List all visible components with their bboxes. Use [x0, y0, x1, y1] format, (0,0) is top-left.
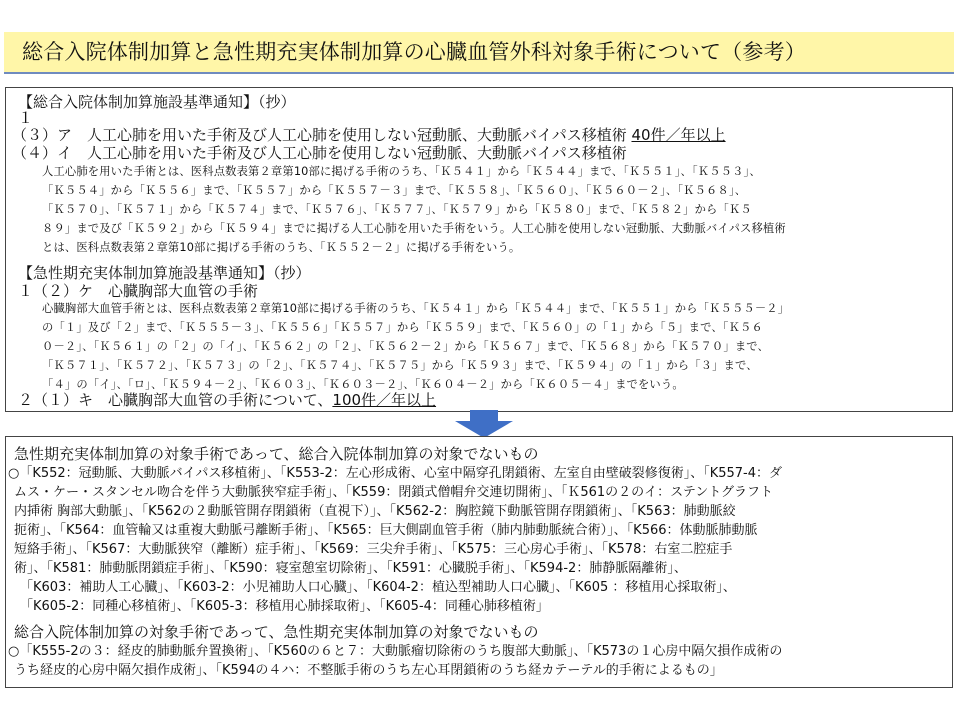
list1-line: 術」、「K581：肺動脈閉鎖症手術」、「K590：寝室憩室切除術」、「K591：心臓脱手術」、「K594-2：肺静脈隔離術」、: [14, 561, 687, 576]
sec2-desc-line: ０－２」、「Ｋ５６１」の「２」の「イ」、「Ｋ５６２」の「２」、「Ｋ５６２－２」から「Ｋ５６７」まで、「Ｋ５６８」から「Ｋ５７０」まで、: [42, 340, 769, 353]
list1-line: 内挿術 胸部大動脈」、「K562の２動脈管開存閉鎖術（直視下）」、「K562-2：胸腔鏡下動脈管開存閉鎖術」、「K563：肺動脈絞: [14, 504, 736, 519]
list1-line: 「K605-2：同種心移植術」、「K605-3：移植用心肺採取術」、「K605-4：同種心肺移植術」: [20, 599, 549, 614]
list1-line: ムス・ケー・スタンセル吻合を伴う大動脈狭窄症手術」、「K559：閉鎖式僧帽弁交連切開術」、「Ｋ561の２のイ：ステントグラフト: [14, 485, 773, 500]
sec2-item2-count: 100件／年以上: [332, 391, 437, 409]
page-title-bar: [4, 32, 954, 74]
sec1-item-a-text: （３）ア 人工心肺を用いた手術及び人工心肺を使用しない冠動脈、大動脈バイパス移植術: [12, 126, 632, 144]
sec1-item-b: （４）イ 人工心肺を用いた手術及び人工心肺を使用しない冠動脈、大動脈バイパス移植術: [12, 144, 627, 162]
sec2-desc-line: 「Ｋ５７１」、「Ｋ５７２」、「Ｋ５７３」の「２」、「Ｋ５７４」、「Ｋ５７５」から「Ｋ５９３」まで、「Ｋ５９４」の「１」から「３」まで、: [42, 359, 758, 372]
sec2-item2-text: ２（１）キ 心臓胸部大血管の手術について、: [18, 391, 333, 409]
sec1-desc-line: とは、医科点数表第２章第10部に掲げる手術のうち、「Ｋ５５２－２」に掲げる手術をいう。: [42, 241, 521, 254]
down-arrow-icon: [455, 410, 513, 438]
page-title: 総合入院体制加算と急性期充実体制加算の心臓血管外科対象手術について（参考）: [22, 40, 806, 64]
sec2-desc-line: 「４」の「イ」、「ロ」、「Ｋ５９４－２」、「Ｋ６０３」、「Ｋ６０３－２」、「Ｋ６０４－２」から「Ｋ６０５－４」までをいう。: [42, 378, 684, 391]
sec1-desc-line: ８９」まで及び「Ｋ５９２」から「Ｋ５９４」までに掲げる人工心肺を用いた手術をいう。人工心肺を使用しない冠動脈、大動脈バイパス移植術: [42, 222, 786, 235]
sec1-item-a: [12, 126, 726, 144]
list1-line: 短絡手術」、「K567：大動脈狭窄（離断）症手術」、「K569：三尖弁手術」、「K575：三心房心手術」、「K578：右室二腔症手: [14, 542, 733, 557]
comparison-box: [5, 436, 953, 688]
list2-line: うち経皮的心房中隔欠損作成術」、「K594の４ハ：不整脈手術のうち左心耳閉鎖術のうち経カテーテル的手術によるもの」: [14, 663, 723, 678]
sec2-desc-line: 心臓胸部大血管手術とは、医科点数表第２章第10部に掲げる手術のうち、「Ｋ５４１」から「Ｋ５４４」まで、「Ｋ５５１」から「Ｋ５５５－２」: [42, 302, 790, 315]
sec1-desc-line: 「Ｋ５７０」、「Ｋ５７１」から「Ｋ５７４」まで、「Ｋ５７６」、「Ｋ５７７」、「Ｋ５７９」から「Ｋ５８０」まで、「Ｋ５８２」から「Ｋ５: [42, 203, 752, 216]
list2-heading: 総合入院体制加算の対象手術であって、急性期充実体制加算の対象でないもの: [14, 623, 539, 641]
sec1-desc-line: 人工心肺を用いた手術とは、医科点数表第２章第10部に掲げる手術のうち、「Ｋ５４１」から「Ｋ５４４」まで、「Ｋ５５１」、「Ｋ５５３」、: [42, 165, 761, 178]
list2-line: ○「K555-2の３：経皮的肺動脈弁置換術」、「K560の６と７：大動脈瘤切除術のうち腹部大動脈」、「K573の１心房中隔欠損作成術の: [8, 644, 783, 659]
sec2-item1: １（２）ケ 心臓胸部大血管の手術: [18, 282, 259, 300]
sec2-item2: [18, 391, 436, 409]
list1-line: ○「K552：冠動脈、大動脈バイパス移植術」、「K553-2：左心形成術、心室中隔穿孔閉鎖術、左室自由壁破裂修復術」、「K557-4：ダ: [8, 466, 783, 481]
sec2-heading: 【急性期充実体制加算施設基準通知】（抄）: [18, 264, 311, 282]
sec2-desc-line: の「１」及び「２」まで、「Ｋ５５５－３」、「Ｋ５５６」「Ｋ５５７」から「Ｋ５５９」まで、「Ｋ５６０」の「１」から「５」まで、「Ｋ５６: [42, 321, 763, 334]
list1-line: 「K603：補助人工心臓」、「K603-2：小児補助人口心臓」、「K604-2：植込型補助人口心臓」、「K605 ：移植用心採取術」、: [20, 580, 736, 595]
criteria-box: [5, 87, 953, 412]
sec1-number: １: [18, 109, 34, 127]
sec1-desc-line: 「Ｋ５５４」から「Ｋ５５６」まで、「Ｋ５５７」から「Ｋ５５７－３」まで、「Ｋ５５８」、「Ｋ５６０」、「Ｋ５６０－２」、「Ｋ５６８」、: [42, 184, 747, 197]
sec1-item-a-count: 40件／年以上: [631, 126, 726, 144]
list1-heading: 急性期充実体制加算の対象手術であって、総合入院体制加算の対象でないもの: [14, 445, 539, 463]
list1-line: 扼術」、「K564：血管輪又は重複大動脈弓離断手術」、「K565：巨大側副血管手術（肺内肺動脈統合術）」、「K566：体動脈肺動脈: [14, 523, 758, 538]
sec1-heading: 【総合入院体制加算施設基準通知】（抄）: [18, 93, 296, 111]
